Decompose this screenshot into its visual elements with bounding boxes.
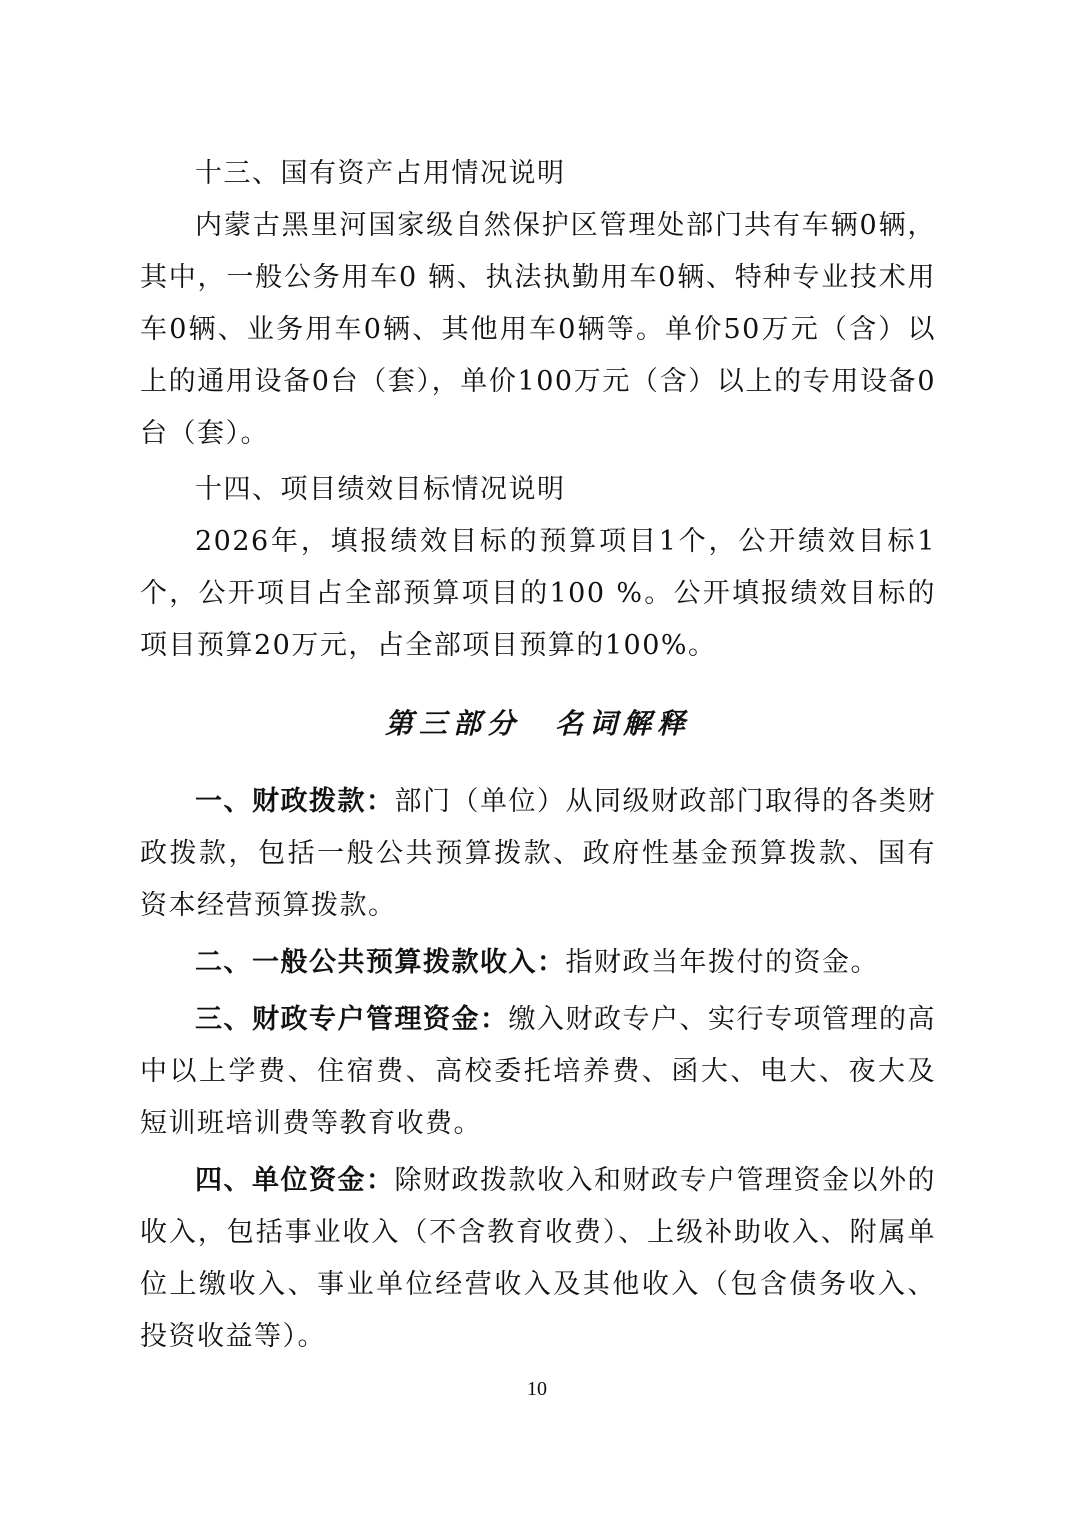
- definition-text: 部门（单位）从同级财政部门取得的各类财政拨款，包括一般公共预算拨款、政府性基金预算拨款、国有资本经营预算拨款。: [140, 786, 936, 921]
- definition-term: 二、一般公共预算拨款收入：: [195, 947, 566, 978]
- section-13-heading: 十三、国有资产占用情况说明: [195, 158, 566, 189]
- section-13-body: 内蒙古黑里河国家级自然保护区管理处部门共有车辆0辆，其中，一般公务用车0 辆、执法执勤用车0辆、特种专业技术用车0辆、业务用车0辆、其他用车0辆等。单价50万元（含）以上的通用设备0台（套），单价100万元（含）以上的专用设备0台（套）。: [140, 210, 936, 449]
- page-content: [140, 148, 936, 1363]
- definition-text: 指财政当年拨付的资金。: [565, 947, 879, 978]
- definition-term: 四、单位资金：: [195, 1165, 395, 1196]
- definition-unit-funds: [140, 1155, 936, 1363]
- page-number: 10: [527, 1378, 547, 1400]
- definition-text: 缴入财政专户、实行专项管理的高中以上学费、住宿费、高校委托培养费、函大、电大、夜大及短训班培训费等教育收费。: [140, 1004, 936, 1139]
- definition-special-account-funds: [140, 994, 936, 1150]
- definition-term: 三、财政专户管理资金：: [195, 1004, 509, 1035]
- definition-text: 除财政拨款收入和财政专户管理资金以外的收入，包括事业收入（不含教育收费）、上级补助收入、附属单位上缴收入、事业单位经营收入及其他收入（包含债务收入、投资收益等）。: [140, 1165, 936, 1352]
- part-3-title: 第三部分 名词解释: [384, 707, 691, 740]
- section-14-body: 2026年，填报绩效目标的预算项目1个，公开绩效目标1个，公开项目占全部预算项目的100 %。公开填报绩效目标的项目预算20万元，占全部项目预算的100%。: [140, 526, 936, 661]
- definition-term: 一、财政拨款：: [195, 786, 395, 817]
- definition-fiscal-appropriation: [140, 776, 936, 932]
- definition-general-budget-income: [140, 937, 936, 989]
- section-14-heading: 十四、项目绩效目标情况说明: [195, 474, 566, 505]
